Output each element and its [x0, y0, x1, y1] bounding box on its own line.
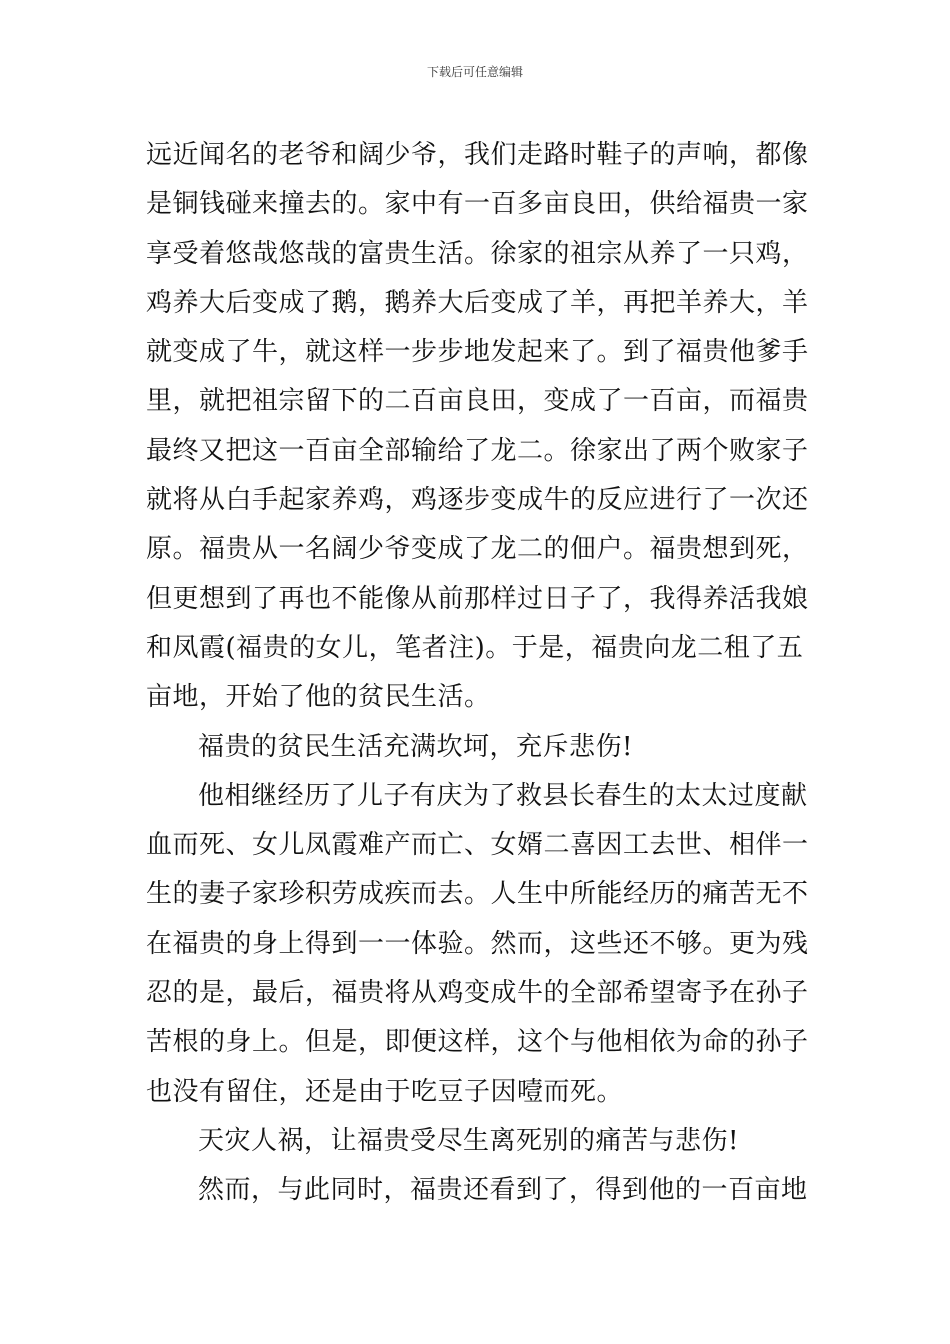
text-line: 生的妻子家珍积劳成疾而去。人生中所能经历的痛苦无不	[146, 879, 809, 910]
text-line: 原。福贵从一名阔少爷变成了龙二的佃户。福贵想到死，	[146, 534, 809, 565]
text-line: 忍的是，最后，福贵将从鸡变成牛的全部希望寄予在孙子	[146, 978, 809, 1009]
text-line: 就将从白手起家养鸡，鸡逐步变成牛的反应进行了一次还	[146, 485, 809, 516]
text-line: 在福贵的身上得到一一体验。然而，这些还不够。更为残	[146, 928, 809, 959]
text-line: 鸡养大后变成了鹅，鹅养大后变成了羊，再把羊养大，羊	[146, 287, 809, 318]
document-body	[146, 131, 808, 1216]
text-line: 但更想到了再也不能像从前那样过日子了，我得养活我娘	[146, 583, 809, 614]
text-line: 里，就把祖宗留下的二百亩良田，变成了一百亩，而福贵	[146, 386, 809, 417]
text-line: 他相继经历了儿子有庆为了救县长春生的太太过度献	[198, 780, 808, 811]
text-line: 最终又把这一百亩全部输给了龙二。徐家出了两个败家子	[146, 435, 809, 466]
text-line: 苦根的身上。但是，即便这样，这个与他相依为命的孙子	[146, 1027, 809, 1058]
text-line: 然而，与此同时，福贵还看到了，得到他的一百亩地	[198, 1175, 808, 1206]
text-line: 也没有留住，还是由于吃豆子因噎而死。	[146, 1076, 624, 1107]
text-line: 天灾人祸，让福贵受尽生离死别的痛苦与悲伤!	[198, 1125, 739, 1156]
text-line: 是铜钱碰来撞去的。家中有一百多亩良田，供给福贵一家	[146, 189, 809, 220]
text-line: 就变成了牛，就这样一步步地发起来了。到了福贵他爹手	[146, 337, 809, 368]
text-line: 远近闻名的老爷和阔少爷，我们走路时鞋子的声响，都像	[146, 140, 809, 170]
text-line: 血而死、女儿凤霞难产而亡、女婿二喜因工去世、相伴一	[146, 830, 809, 861]
text-line: 享受着悠哉悠哉的富贵生活。徐家的祖宗从养了一只鸡，	[146, 238, 809, 269]
text-line: 亩地，开始了他的贫民生活。	[146, 682, 491, 713]
page-header: 下载后可任意编辑	[426, 65, 523, 79]
text-line: 和凤霞(福贵的女儿，笔者注)。于是，福贵向龙二租了五	[146, 632, 804, 663]
text-line: 福贵的贫民生活充满坎坷，充斥悲伤!	[198, 731, 633, 762]
